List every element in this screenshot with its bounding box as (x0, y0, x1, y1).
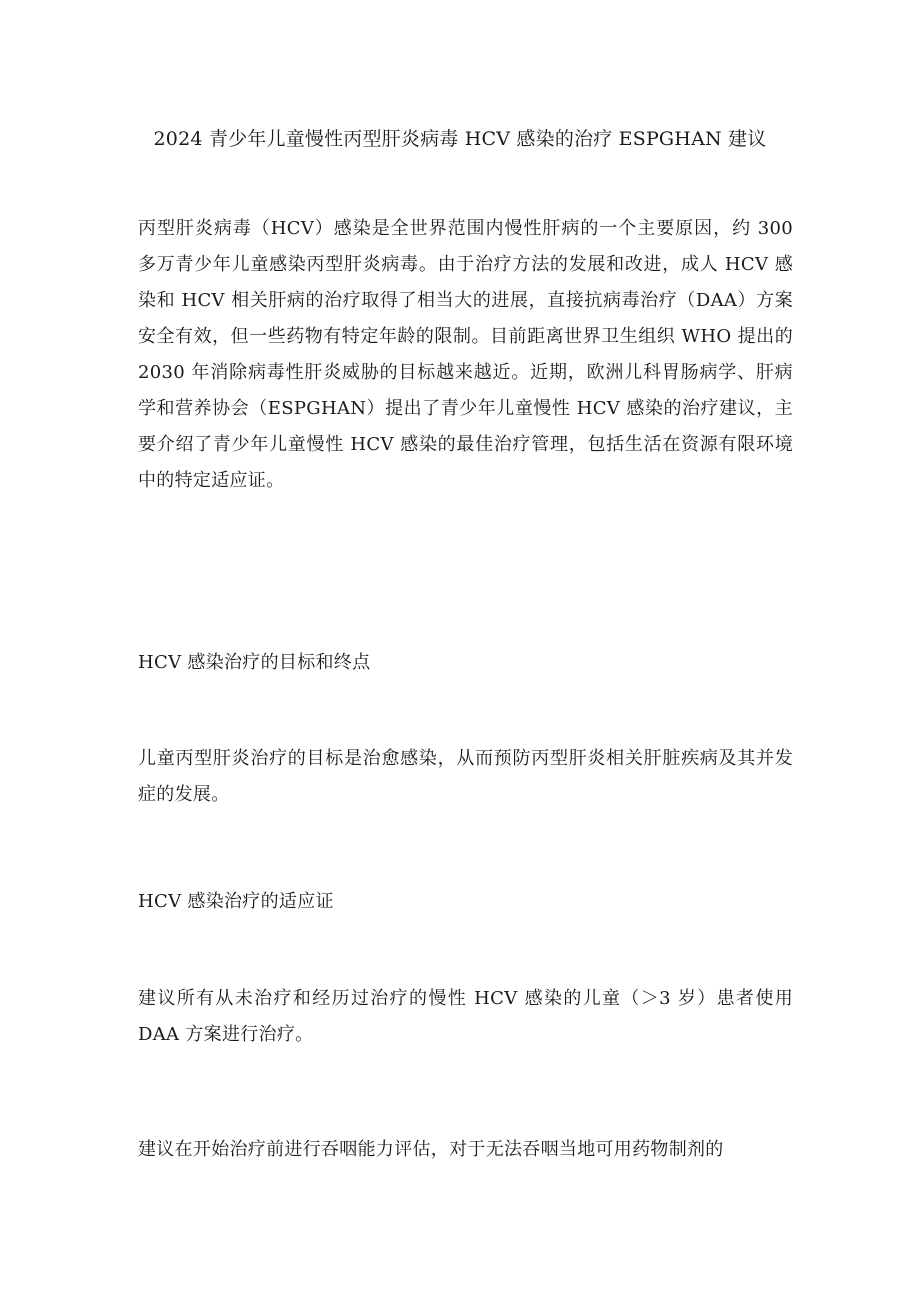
goals-paragraph: 儿童丙型肝炎治疗的目标是治愈感染，从而预防丙型肝炎相关肝脏疾病及其并发症的发展。 (138, 748, 793, 805)
indications-paragraph-2: 建议在开始治疗前进行吞咽能力评估，对于无法吞咽当地可用药物制剂的 (138, 1139, 724, 1160)
indications-paragraph-1: 建议所有从未治疗和经历过治疗的慢性 HCV 感染的儿童（＞3 岁）患者使用 DAA 方案进行治疗。 (138, 988, 793, 1045)
section-heading-indications: HCV 感染治疗的适应证 (138, 891, 334, 912)
document-title: 2024 青少年儿童慢性丙型肝炎病毒 HCV 感染的治疗 ESPGHAN 建议 (153, 128, 767, 150)
intro-paragraph: 丙型肝炎病毒（HCV）感染是全世界范围内慢性肝病的一个主要原因，约 300 多万青少年儿童感染丙型肝炎病毒。由于治疗方法的发展和改进，成人 HCV 感染和 HCV 相关肝病的治疗取得了相当大的进展，直接抗病毒治疗（DAA）方案安全有效，但一些药物有特定年龄的限制。目前距离世界卫生组织 WHO 提出的 2030 年消除病毒性肝炎威胁的目标越来越近。近期，欧洲儿科胃肠病学、肝病学和营养协会（ESPGHAN）提出了青少年儿童慢性 HCV 感染的治疗建议，主要介绍了青少年儿童慢性 HCV 感染的最佳治疗管理，包括生活在资源有限环境中的特定适应证。 (138, 218, 793, 491)
section-heading-goals: HCV 感染治疗的目标和终点 (138, 652, 371, 673)
